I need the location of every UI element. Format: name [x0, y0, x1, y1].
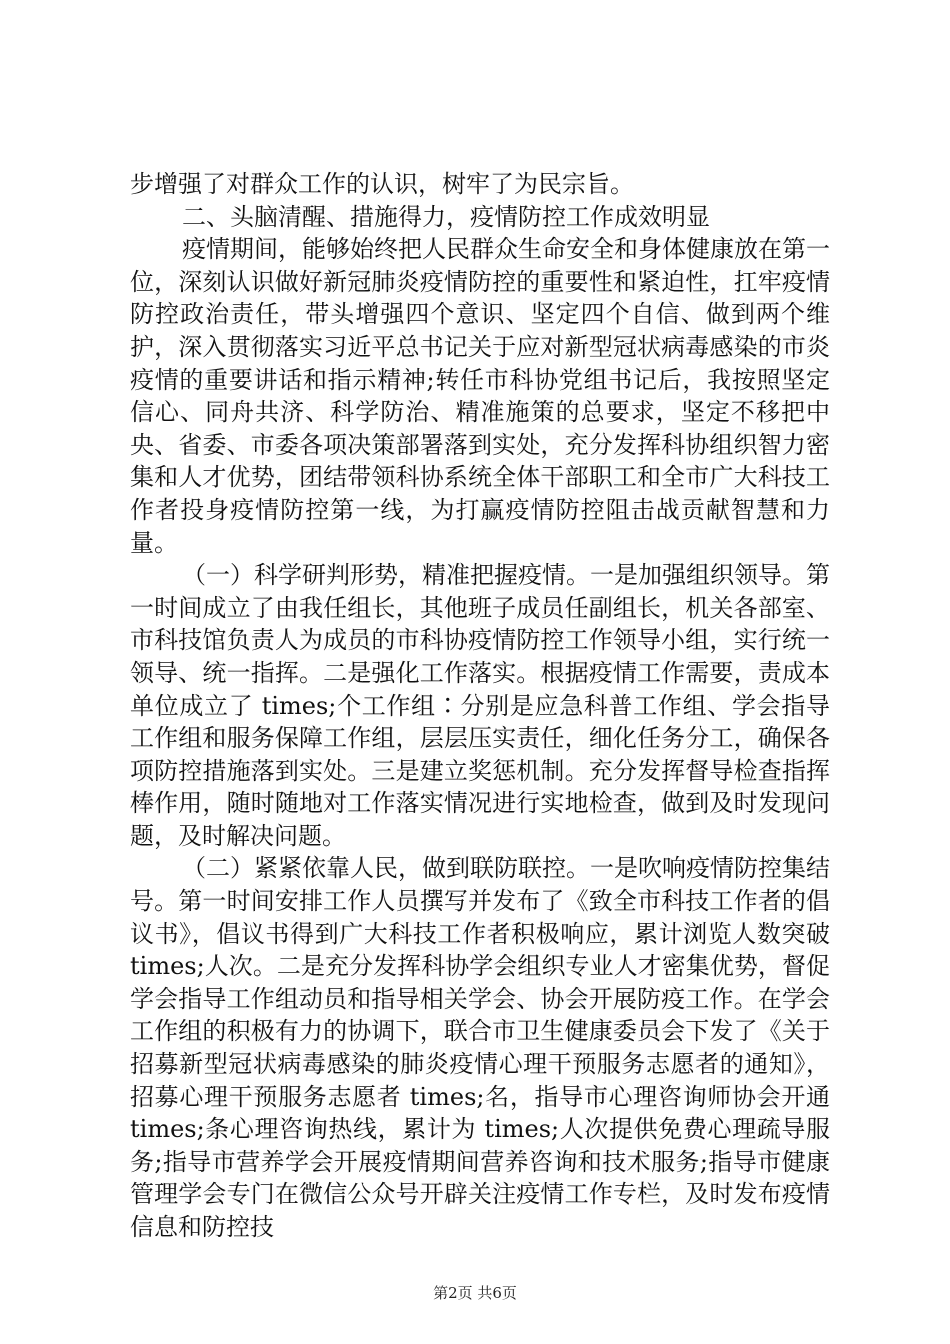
paragraph: 疫情期间，能够始终把人民群众生命安全和身体健康放在第一位，深刻认识做好新冠肺炎疫情防控的重要性和紧迫性，扛牢疫情防控政治责任，带头增强四个意识、坚定四个自信、做到两个维护，深入贯彻落实习近平总书记关于应对新型冠状病毒感染的市炎疫情的重要讲话和指示精神;转任市科协党组书记后，我按照坚定信心、同舟共济、科学防治、精准施策的总要求，坚定不移把中央、省委、市委各项决策部署落到实处，充分发挥科协组织智力密集和人才优势，团结带领科协系统全体干部职工和全市广大科技工作者投身疫情防控第一线，为打赢疫情防控阻击战贡献智慧和力量。 [130, 235, 830, 557]
paragraph: （二）紧紧依靠人民，做到联防联控。一是吹响疫情防控集结号。第一时间安排工作人员撰写并发布了《致全市科技工作者的倡议书》，倡议书得到广大科技工作者积极响应，累计浏览人数突破 times;人次。二是充分发挥科协学会组织专业人才密集优势，督促学会指导工作组动员和指导相关学会、协会开展防疫工作。在学会工作组的积极有力的协调下，联合市卫生健康委员会下发了《关于招募新型冠状病毒感染的肺炎疫情心理干预服务志愿者的通知》，招募心理干预服务志愿者 times;名，指导市心理咨询师协会开通 times;条心理咨询热线，累计为 times;人次提供免费心理疏导服务;指导市营养学会开展疫情期间营养咨询和技术服务;指导市健康管理学会专门在微信公众号开辟关注疫情工作专栏，及时发布疫情信息和防控技 [130, 854, 830, 1241]
document-body [130, 168, 830, 1244]
paragraph: （一）科学研判形势，精准把握疫情。一是加强组织领导。第一时间成立了由我任组长，其他班子成员任副组长，机关各部室、市科技馆负责人为成员的市科协疫情防控工作领导小组，实行统一领导、统一指挥。二是强化工作落实。根据疫情工作需要，责成本单位成立了 times;个工作组∶分别是应急科普工作组、学会指导工作组和服务保障工作组，层层压实责任，细化任务分工，确保各项防控措施落到实处。三是建立奖惩机制。充分发挥督导检查指挥棒作用，随时随地对工作落实情况进行实地检查，做到及时发现问题，及时解决问题。 [130, 561, 830, 850]
paragraph-continuation: 步增强了对群众工作的认识，树牢了为民宗旨。 [130, 170, 634, 198]
page-number-footer: 第2页 共6页 [433, 1284, 517, 1302]
section-heading: 二、头脑清醒、措施得力，疫情防控工作成效明显 [182, 202, 710, 231]
